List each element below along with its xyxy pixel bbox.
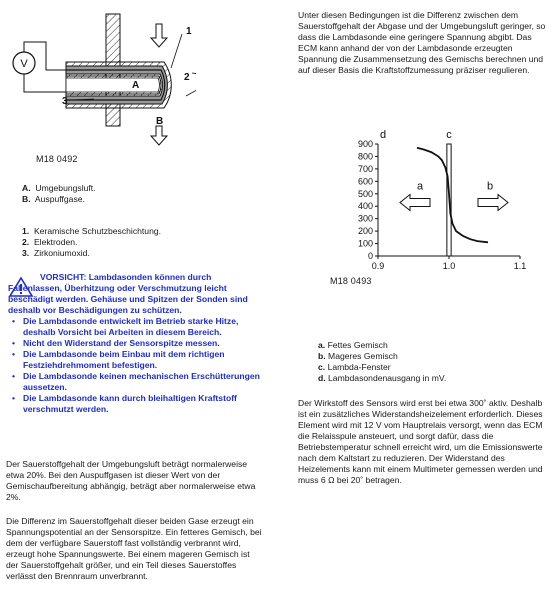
chart-label-b: b	[486, 180, 494, 193]
exhaust-arrow-down	[151, 126, 167, 145]
voltmeter-label: V	[20, 58, 28, 70]
chart-figure-id: M18 0493	[330, 276, 372, 286]
legend-item-a: A. Umgebungsluft.	[22, 183, 96, 193]
chart-legend-a: a. Fettes Gemisch	[318, 340, 388, 350]
figure-left-id: M18 0492	[36, 154, 78, 164]
callout-2: 2	[184, 72, 190, 83]
lambda-sensor-diagram	[6, 4, 196, 152]
chart-legend	[318, 340, 538, 384]
legend-item-b: B. Auspuffgase.	[22, 194, 85, 204]
callout-1: 1	[186, 26, 192, 37]
y-tick-label: 0	[367, 251, 373, 261]
warning-bullet: • Die Lambdasonde entwickelt im Betrieb starke Hitze, deshalb Vorsicht bei Arbeiten in diesem Bereich.	[8, 316, 263, 338]
chart-legend-d: d. Lambdasondenausgang in mV.	[318, 373, 447, 383]
callout-A: A	[132, 80, 140, 91]
y-tick-label: 300	[357, 213, 373, 224]
legend-item-3: 3. Zirkoniumoxid.	[22, 248, 90, 258]
wire-top	[34, 42, 66, 70]
x-tick-label: 1.1	[513, 261, 527, 271]
figure-left-legend-numbers	[22, 226, 262, 259]
chart-label-c: c	[446, 129, 452, 141]
figure-left-legend-letters	[22, 183, 262, 205]
y-tick-label: 800	[357, 151, 373, 162]
air-cavity	[66, 78, 159, 92]
wire-bottom	[24, 74, 66, 92]
lambda-voltage-chart	[300, 126, 540, 276]
left-paragraph-2: Die Differenz im Sauerstoffgehalt dieser beiden Gase erzeugt ein Spannungspotential an der Sensorspitze. Ein fetteres Gemisch, bei dem der verfügbare Sauerstoff fast vollständig verbrannt wird, erzeugt hohe Spannungswerte. Bei einem mageren Gemisch ist der Sauerstoffgehalt größer, und ein Teil dieses Sauerstoffes verlässt den Brennraum unverbrannt.	[6, 516, 262, 581]
lean-arrow-right-icon	[478, 194, 508, 210]
x-tick-label: 1.0	[442, 261, 456, 271]
warning-lead: VORSICHT: Lambdasonden können durch Fallenlassen, Überhitzung oder Verschmutzung leicht beschädigt werden. Gehäuse und Spitzen der Sonden sind deshalb vor Beschädigungen zu schützen.	[8, 272, 248, 315]
y-tick-label: 600	[357, 176, 373, 187]
legend-item-2: 2. Elektroden.	[22, 237, 78, 247]
y-tick-label: 200	[357, 226, 373, 237]
y-tick-label: 900	[357, 139, 373, 149]
warning-block	[8, 272, 263, 415]
y-tick-label: 700	[357, 163, 373, 174]
y-tick-label: 400	[357, 201, 373, 212]
x-tick-label: 0.9	[371, 261, 385, 271]
chart-label-d: d	[380, 129, 387, 141]
chart-legend-b: b. Mageres Gemisch	[318, 351, 398, 361]
chart-legend-c: c. Lambda-Fenster	[318, 362, 391, 372]
right-bottom-paragraph: Der Wirkstoff des Sensors wird erst bei etwa 300˚ aktiv. Deshalb ist ein zusätzliches Widerstandsheizelement erforderlich. Dieses Element wird mit 12 V vom Hauptrelais versorgt, wenn das ECM die Relaisspule ansteuert, und sorgt dafür, dass die Betriebstemperatur schnell erreicht wird, um die Emissionswerte nach dem Kaltstart zu reduzieren. Der Widerstand des Heizelements kann mit einem Multimeter gemessen werden und muss 6 Ω bei 20˚ betragen.	[298, 398, 543, 485]
warning-bullet: • Die Lambdasonde keinen mechanischen Erschütterungen aussetzen.	[8, 371, 263, 393]
y-tick-label: 100	[357, 238, 373, 249]
callout-B: B	[156, 116, 164, 127]
rich-arrow-left-icon	[400, 194, 430, 210]
warning-bullet: • Nicht den Widerstand der Sensorspitze messen.	[8, 338, 263, 349]
left-paragraph-1: Der Sauerstoffgehalt der Umgebungsluft beträgt normalerweise etwa 20%. Bei den Auspuffgasen ist dieser Wert von der Gemischaufbereitung abhängig, beträgt aber normalerweise etwa 2%.	[6, 459, 256, 502]
sensor-output-curve	[417, 148, 488, 243]
y-tick-label: 500	[357, 188, 373, 199]
warning-bullet: • Die Lambdasonde kann durch bleihaltigen Kraftstoff verschmutzt werden.	[8, 393, 263, 415]
airflow-arrow-down	[151, 24, 167, 47]
legend-item-1: 1. Keramische Schutzbeschichtung.	[22, 226, 162, 236]
warning-bullet: • Die Lambdasonde beim Einbau mit dem richtigen Festziehdrehmoment befestigen.	[8, 349, 263, 371]
right-top-paragraph: Unter diesen Bedingungen ist die Differenz zwischen dem Sauerstoffgehalt der Abgase und der Umgebungsluft geringer, so dass die Lambdasonde eine geringere Spannung abgibt. Das ECM kann anhand der von der Lambdasonde erzeugten Spannung die Zusammensetzung des Gemischs berechnen und auf dieser Basis die Kraftstoffzumessung präziser regulieren.	[298, 10, 546, 75]
chart-label-a: a	[416, 180, 424, 193]
callout-3: 3	[62, 96, 68, 107]
